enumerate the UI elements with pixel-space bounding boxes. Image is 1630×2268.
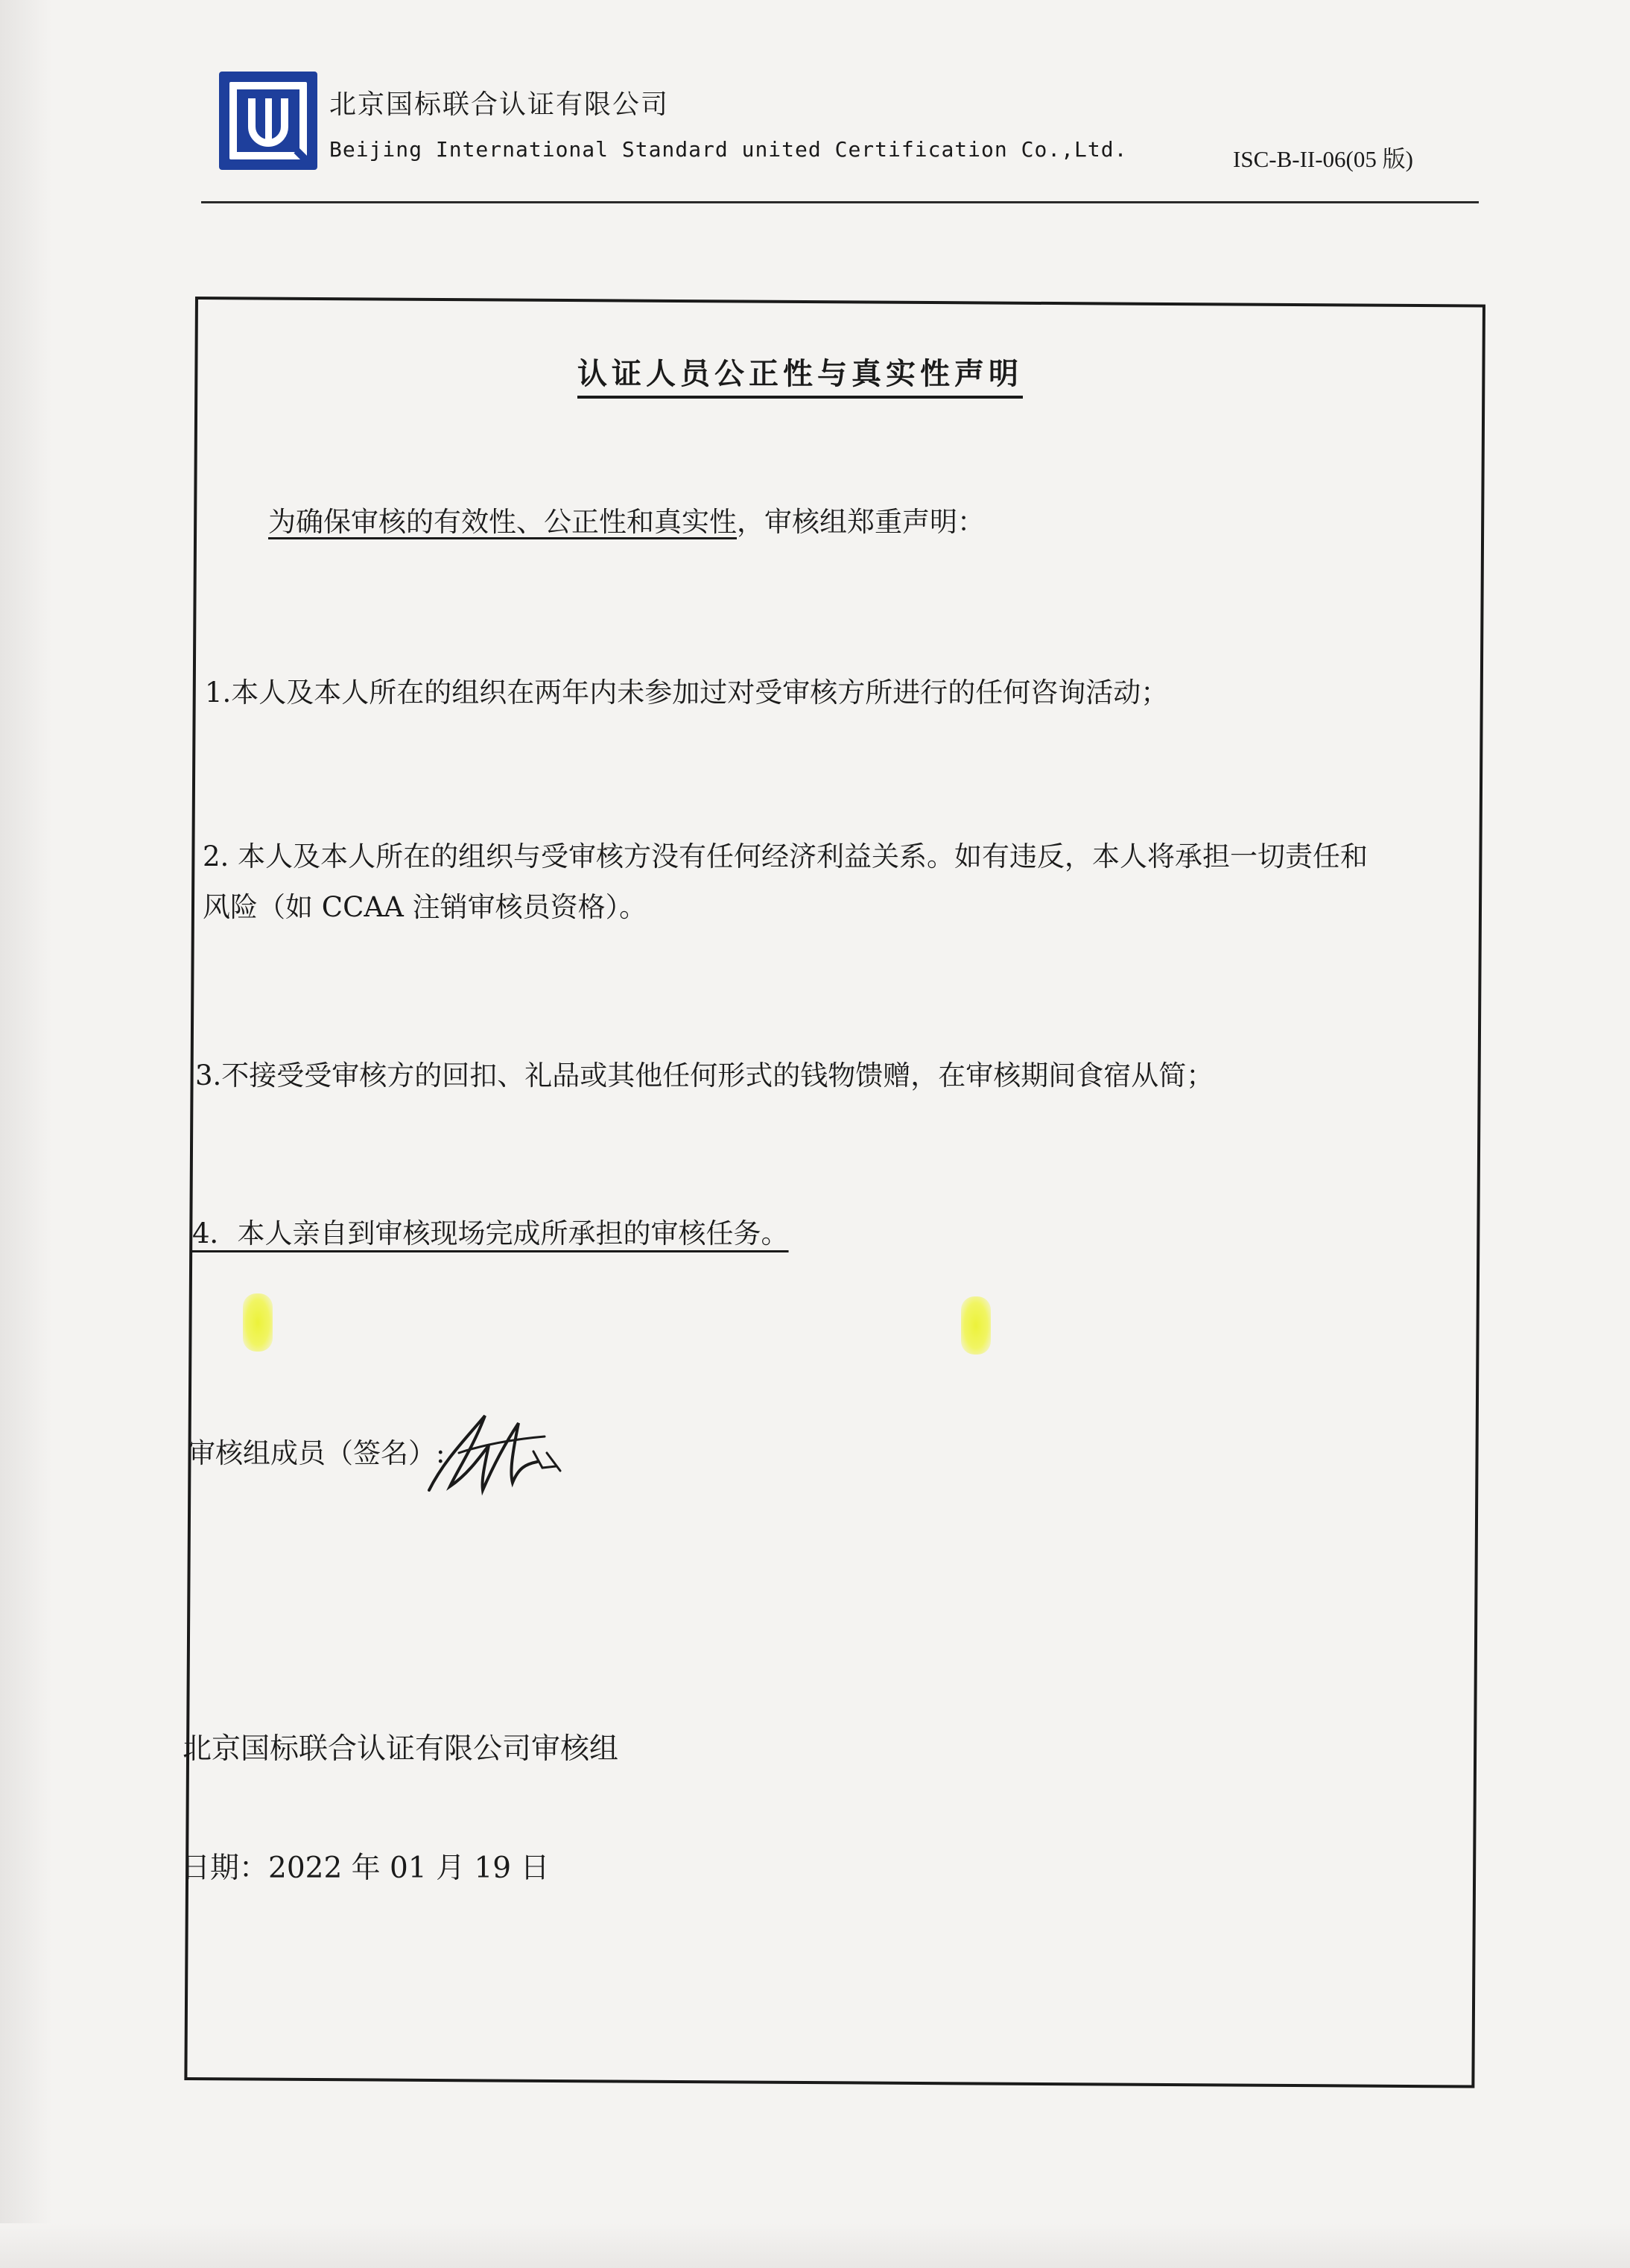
document-code: ISC-B-II-06(05 版)	[1233, 146, 1413, 172]
declaration-title: 认证人员公正性与真实性声明	[577, 350, 1023, 399]
declaration-item-1: 1.本人及本人所在的组织在两年内未参加过对受审核方所进行的任何咨询活动；	[205, 677, 1169, 709]
intro-rest-text: ，审核组郑重声明：	[737, 506, 985, 538]
declaration-item-4: 4．本人亲自到审核现场完成所承担的审核任务。	[192, 1217, 789, 1249]
declaration-date: 日期：2022 年 01 月 19 日	[181, 1852, 550, 1885]
page-edge-shadow	[0, 0, 52, 2268]
declaration-item-2-line-2: 风险（如 CCAA 注销审核员资格）。	[203, 891, 647, 923]
signature-label: 审核组成员（签名）:	[188, 1437, 445, 1469]
declaration-frame	[184, 297, 1485, 2088]
handwritten-signature	[414, 1393, 578, 1505]
audit-team-name: 北京国标联合认证有限公司审核组	[183, 1732, 619, 1766]
page-bottom-shadow	[0, 2223, 1630, 2268]
company-name-cn: 北京国标联合认证有限公司	[329, 89, 670, 120]
highlighter-mark	[243, 1293, 273, 1352]
intro-underlined-text: 为确保审核的有效性、公正性和真实性	[268, 506, 737, 538]
company-name-en: Beijing International Standard united Certification Co.,Ltd.	[329, 137, 1128, 162]
highlighter-mark	[961, 1296, 991, 1355]
header-divider	[201, 201, 1479, 203]
declaration-item-2	[203, 832, 1368, 933]
intro-statement	[268, 499, 985, 539]
company-logo-icon	[216, 69, 320, 173]
declaration-item-2-line-1: 2. 本人及本人所在的组织与受审核方没有任何经济利益关系。如有违反，本人将承担一切责任和	[203, 840, 1369, 872]
declaration-item-3: 3.不接受受审核方的回扣、礼品或其他任何形式的钱物馈赠，在审核期间食宿从简；	[195, 1059, 1214, 1092]
